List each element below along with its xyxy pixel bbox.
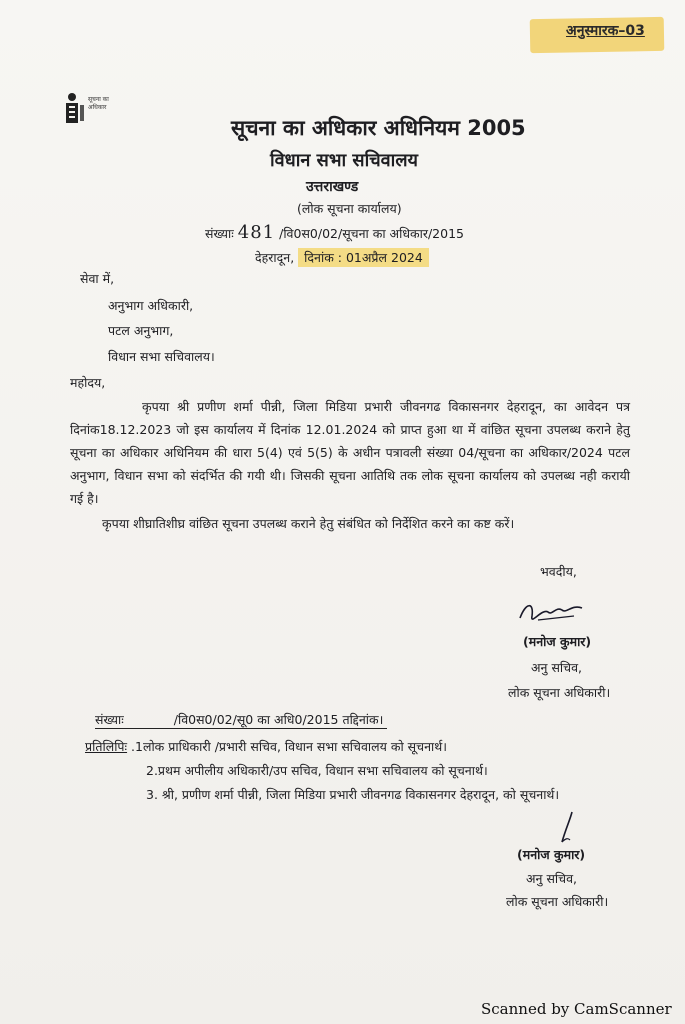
reference-rest: /वि0स0/02/सूचना का अधिकार/2015 <box>279 226 464 241</box>
copy-item-line-1 <box>85 738 447 755</box>
signatory-name-2: (मनोज कुमार) <box>517 847 586 862</box>
place-date-line <box>255 249 429 266</box>
body-paragraph-1: कृपया श्री प्रणीण शर्मा पीन्नी, जिला मिडिया प्रभारी जीवनगढ विकासनगर देहरादून, का आवेदन पत्र दिनांक18.12.2023 जो इस कार्यालय में दिनांक 12.01.2024 को प्राप्त हुआ था में वांछित सूचना उपलब्ध कराने हेतु सूचना का अधिकार अधिनियम की धारा 5(4) एवं 5(5) के अधीन पत्रावली संख्या 04/सूचना का अधिकार/2024 पटल अनुभाग, विधान सभा को संदर्भित की गयी थी। जिसकी सूचना आतिथि तक लोक सूचना कार्यालय को उपलब्ध नही करायी गई है। <box>70 399 630 506</box>
copy-number-rest: /वि0स0/02/सू0 का अधि0/2015 तद्दिनांक। <box>173 712 384 727</box>
copy-number-label: संख्याः <box>95 712 124 727</box>
addressee-line: विधान सभा सचिवालय। <box>108 349 215 364</box>
office-title: विधान सभा सचिवालय <box>270 150 418 171</box>
copy-item: .1लोक प्राधिकारी /प्रभारी सचिव, विधान सभा सचिवालय को सूचनार्थ। <box>131 739 447 754</box>
greeting: महोदय, <box>70 375 106 390</box>
to-salutation: सेवा में, <box>80 271 115 286</box>
signatory-designation-2a: अनु सचिव, <box>526 871 578 886</box>
reference-label: संख्याः <box>205 226 234 241</box>
copy-prefix: प्रतिलिपिः <box>85 739 128 754</box>
copy-number-line <box>95 711 387 729</box>
rti-logo-icon <box>64 92 86 126</box>
addressee-line: पटल अनुभाग, <box>108 323 174 338</box>
signature-1 <box>512 598 592 630</box>
reference-number: 481 <box>237 222 276 243</box>
body-paragraph-2: कृपया शीघ्रातिशीघ्र वांछित सूचना उपलब्ध कराने हेतु संबंधित को निर्देशित करने का कष्ट करें। <box>102 516 515 531</box>
signatory-designation-2b: लोक सूचना अधिकारी। <box>506 894 609 909</box>
signature-2 <box>548 808 588 848</box>
place: देहरादून, <box>255 250 295 265</box>
addressee-line: अनुभाग अधिकारी, <box>108 298 194 313</box>
act-title: सूचना का अधिकार अधिनियम 2005 <box>231 116 526 140</box>
date-highlighted: दिनांक : 01अप्रैल 2024 <box>298 248 429 267</box>
signatory-designation-1a: अनु सचिव, <box>531 660 583 675</box>
copy-item: 3. श्री, प्रणीण शर्मा पीन्नी, जिला मिडिया प्रभारी जीवनगढ विकासनगर देहरादून, को सूचनार्थ। <box>146 787 560 802</box>
closing: भवदीय, <box>540 564 577 579</box>
signatory-designation-1b: लोक सूचना अधिकारी। <box>508 685 611 700</box>
copy-item: 2.प्रथम अपीलीय अधिकारी/उप सचिव, विधान सभा सचिवालय को सूचनार्थ। <box>146 763 488 778</box>
reference-line <box>205 222 464 243</box>
scanner-watermark: Scanned by CamScanner <box>481 1000 672 1018</box>
sub-office: (लोक सूचना कार्यालय) <box>297 201 402 216</box>
state-name: उत्तराखण्ड <box>306 179 359 195</box>
annexure-tag: अनुस्मारक–03 <box>566 23 645 39</box>
signatory-name-1: (मनोज कुमार) <box>523 634 592 649</box>
logo-caption: सूचना का अधिकार <box>88 96 109 111</box>
